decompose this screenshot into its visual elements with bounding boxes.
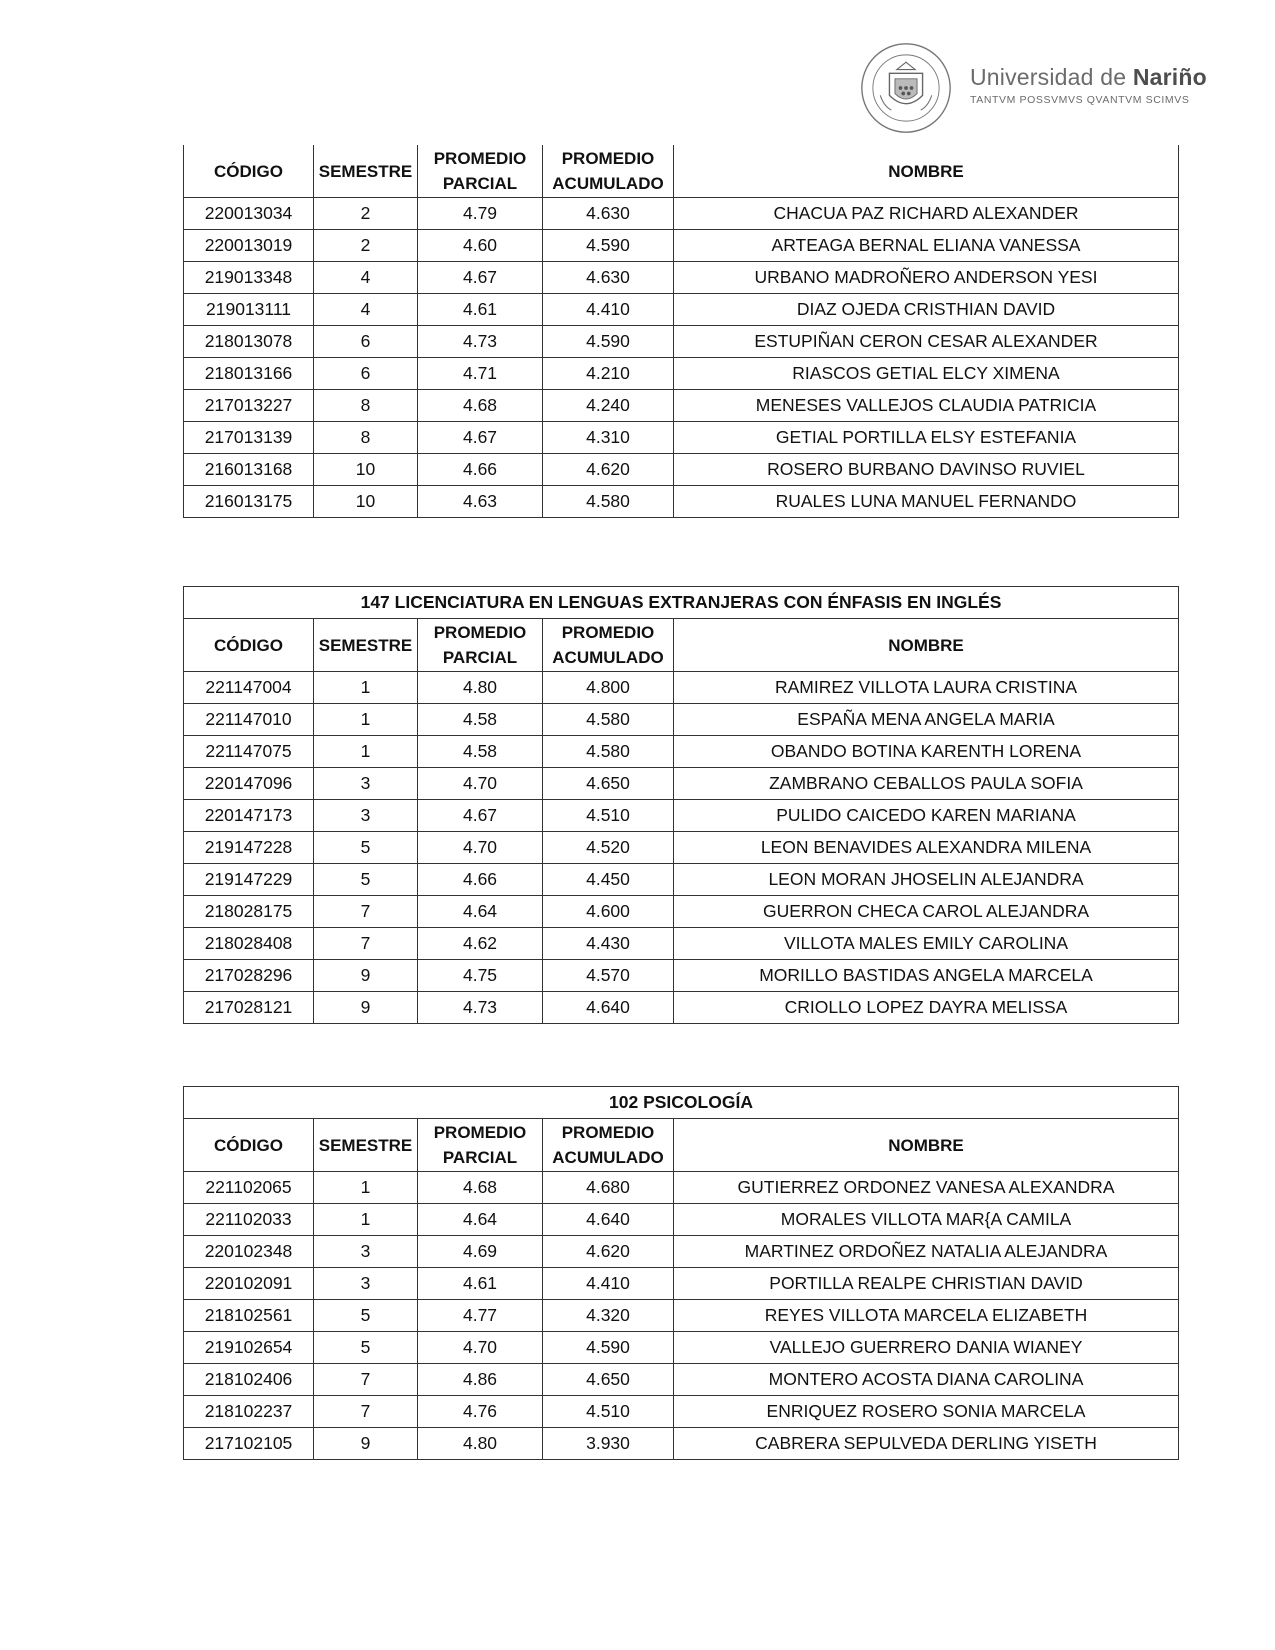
results-table-continued xyxy=(183,145,1179,518)
table-row xyxy=(184,1300,1179,1332)
cell-promedio-acumulado: 4.630 xyxy=(543,262,674,294)
cell-semestre: 4 xyxy=(314,294,418,326)
table-row xyxy=(184,454,1179,486)
cell-codigo: 219147229 xyxy=(184,864,314,896)
cell-promedio-parcial: 4.58 xyxy=(418,704,543,736)
cell-promedio-parcial: 4.86 xyxy=(418,1364,543,1396)
col-header-semestre: SEMESTRE xyxy=(314,1119,418,1172)
results-table-psicologia xyxy=(183,1086,1179,1460)
cell-nombre: MONTERO ACOSTA DIANA CAROLINA xyxy=(674,1364,1179,1396)
col-header-promedio-parcial: PROMEDIO PARCIAL xyxy=(418,1119,543,1172)
cell-promedio-acumulado: 4.640 xyxy=(543,992,674,1024)
cell-nombre: MORALES VILLOTA MAR{A CAMILA xyxy=(674,1204,1179,1236)
cell-nombre: OBANDO BOTINA KARENTH LORENA xyxy=(674,736,1179,768)
cell-codigo: 217013139 xyxy=(184,422,314,454)
table-row xyxy=(184,358,1179,390)
cell-promedio-parcial: 4.67 xyxy=(418,422,543,454)
cell-nombre: URBANO MADROÑERO ANDERSON YESI xyxy=(674,262,1179,294)
cell-promedio-parcial: 4.79 xyxy=(418,198,543,230)
cell-codigo: 217013227 xyxy=(184,390,314,422)
cell-codigo: 218013078 xyxy=(184,326,314,358)
cell-nombre: GUERRON CHECA CAROL ALEJANDRA xyxy=(674,896,1179,928)
cell-semestre: 7 xyxy=(314,928,418,960)
cell-nombre: GUTIERREZ ORDONEZ VANESA ALEXANDRA xyxy=(674,1172,1179,1204)
table-row xyxy=(184,768,1179,800)
table-row xyxy=(184,1396,1179,1428)
results-table-lenguas xyxy=(183,586,1179,1024)
cell-nombre: ESPAÑA MENA ANGELA MARIA xyxy=(674,704,1179,736)
table-row xyxy=(184,230,1179,262)
cell-codigo: 219102654 xyxy=(184,1332,314,1364)
cell-promedio-parcial: 4.58 xyxy=(418,736,543,768)
cell-nombre: PORTILLA REALPE CHRISTIAN DAVID xyxy=(674,1268,1179,1300)
cell-semestre: 3 xyxy=(314,768,418,800)
col-header-promedio-acumulado: PROMEDIO ACUMULADO xyxy=(543,145,674,198)
table-row xyxy=(184,960,1179,992)
table-row xyxy=(184,326,1179,358)
cell-semestre: 5 xyxy=(314,832,418,864)
table-row xyxy=(184,992,1179,1024)
cell-codigo: 217028296 xyxy=(184,960,314,992)
cell-promedio-acumulado: 4.510 xyxy=(543,800,674,832)
col-header-nombre: NOMBRE xyxy=(674,619,1179,672)
cell-promedio-parcial: 4.66 xyxy=(418,454,543,486)
cell-codigo: 218028408 xyxy=(184,928,314,960)
cell-promedio-parcial: 4.62 xyxy=(418,928,543,960)
cell-codigo: 217102105 xyxy=(184,1428,314,1460)
cell-nombre: RAMIREZ VILLOTA LAURA CRISTINA xyxy=(674,672,1179,704)
cell-promedio-acumulado: 4.650 xyxy=(543,768,674,800)
cell-semestre: 3 xyxy=(314,1236,418,1268)
cell-promedio-parcial: 4.68 xyxy=(418,1172,543,1204)
table-title-row xyxy=(184,587,1179,619)
cell-promedio-acumulado: 4.510 xyxy=(543,1396,674,1428)
cell-promedio-acumulado: 4.580 xyxy=(543,486,674,518)
cell-nombre: PULIDO CAICEDO KAREN MARIANA xyxy=(674,800,1179,832)
table-row xyxy=(184,832,1179,864)
cell-semestre: 8 xyxy=(314,390,418,422)
cell-semestre: 6 xyxy=(314,358,418,390)
table-row xyxy=(184,1428,1179,1460)
cell-codigo: 220102348 xyxy=(184,1236,314,1268)
cell-promedio-acumulado: 4.410 xyxy=(543,1268,674,1300)
cell-codigo: 218102561 xyxy=(184,1300,314,1332)
cell-promedio-acumulado: 4.580 xyxy=(543,704,674,736)
cell-promedio-acumulado: 3.930 xyxy=(543,1428,674,1460)
cell-promedio-acumulado: 4.320 xyxy=(543,1300,674,1332)
cell-promedio-acumulado: 4.430 xyxy=(543,928,674,960)
cell-semestre: 2 xyxy=(314,198,418,230)
table-row xyxy=(184,486,1179,518)
cell-codigo: 221147075 xyxy=(184,736,314,768)
table-row xyxy=(184,262,1179,294)
table-row xyxy=(184,1236,1179,1268)
cell-codigo: 216013168 xyxy=(184,454,314,486)
cell-codigo: 218028175 xyxy=(184,896,314,928)
cell-promedio-parcial: 4.75 xyxy=(418,960,543,992)
cell-promedio-acumulado: 4.240 xyxy=(543,390,674,422)
cell-promedio-parcial: 4.73 xyxy=(418,992,543,1024)
cell-promedio-acumulado: 4.590 xyxy=(543,230,674,262)
cell-promedio-parcial: 4.73 xyxy=(418,326,543,358)
col-header-semestre: SEMESTRE xyxy=(314,145,418,198)
col-header-codigo: CÓDIGO xyxy=(184,619,314,672)
cell-promedio-parcial: 4.70 xyxy=(418,768,543,800)
table-row xyxy=(184,896,1179,928)
cell-semestre: 9 xyxy=(314,960,418,992)
cell-codigo: 219013348 xyxy=(184,262,314,294)
cell-nombre: LEON MORAN JHOSELIN ALEJANDRA xyxy=(674,864,1179,896)
cell-promedio-acumulado: 4.630 xyxy=(543,198,674,230)
cell-codigo: 221147010 xyxy=(184,704,314,736)
university-motto: TANTVM POSSVMVS QVANTVM SCIMVS xyxy=(970,94,1190,106)
cell-semestre: 7 xyxy=(314,1364,418,1396)
cell-nombre: VILLOTA MALES EMILY CAROLINA xyxy=(674,928,1179,960)
cell-promedio-parcial: 4.64 xyxy=(418,1204,543,1236)
table-row xyxy=(184,1332,1179,1364)
cell-promedio-parcial: 4.70 xyxy=(418,832,543,864)
cell-nombre: REYES VILLOTA MARCELA ELIZABETH xyxy=(674,1300,1179,1332)
cell-promedio-parcial: 4.77 xyxy=(418,1300,543,1332)
col-header-promedio-acumulado: PROMEDIO ACUMULADO xyxy=(543,1119,674,1172)
table-row xyxy=(184,422,1179,454)
cell-nombre: CABRERA SEPULVEDA DERLING YISETH xyxy=(674,1428,1179,1460)
cell-semestre: 1 xyxy=(314,672,418,704)
cell-semestre: 1 xyxy=(314,1204,418,1236)
table-row xyxy=(184,864,1179,896)
cell-promedio-acumulado: 4.450 xyxy=(543,864,674,896)
cell-promedio-parcial: 4.61 xyxy=(418,1268,543,1300)
col-header-promedio-acumulado: PROMEDIO ACUMULADO xyxy=(543,619,674,672)
cell-semestre: 4 xyxy=(314,262,418,294)
cell-promedio-acumulado: 4.600 xyxy=(543,896,674,928)
cell-semestre: 3 xyxy=(314,1268,418,1300)
cell-nombre: VALLEJO GUERRERO DANIA WIANEY xyxy=(674,1332,1179,1364)
cell-codigo: 216013175 xyxy=(184,486,314,518)
table-row xyxy=(184,1204,1179,1236)
table-row xyxy=(184,294,1179,326)
cell-semestre: 1 xyxy=(314,736,418,768)
cell-nombre: LEON BENAVIDES ALEXANDRA MILENA xyxy=(674,832,1179,864)
cell-promedio-parcial: 4.69 xyxy=(418,1236,543,1268)
cell-nombre: DIAZ OJEDA CRISTHIAN DAVID xyxy=(674,294,1179,326)
cell-promedio-acumulado: 4.680 xyxy=(543,1172,674,1204)
cell-semestre: 7 xyxy=(314,896,418,928)
cell-semestre: 10 xyxy=(314,486,418,518)
table-row xyxy=(184,390,1179,422)
cell-nombre: MORILLO BASTIDAS ANGELA MARCELA xyxy=(674,960,1179,992)
table-row xyxy=(184,704,1179,736)
cell-semestre: 8 xyxy=(314,422,418,454)
cell-codigo: 221102033 xyxy=(184,1204,314,1236)
cell-codigo: 220102091 xyxy=(184,1268,314,1300)
cell-codigo: 218102406 xyxy=(184,1364,314,1396)
cell-promedio-parcial: 4.61 xyxy=(418,294,543,326)
cell-codigo: 219147228 xyxy=(184,832,314,864)
table-title-row xyxy=(184,1087,1179,1119)
university-seal-icon xyxy=(860,42,952,134)
cell-codigo: 219013111 xyxy=(184,294,314,326)
cell-nombre: CRIOLLO LOPEZ DAYRA MELISSA xyxy=(674,992,1179,1024)
col-header-promedio-parcial: PROMEDIO PARCIAL xyxy=(418,619,543,672)
table-row xyxy=(184,928,1179,960)
cell-nombre: RUALES LUNA MANUEL FERNANDO xyxy=(674,486,1179,518)
cell-nombre: CHACUA PAZ RICHARD ALEXANDER xyxy=(674,198,1179,230)
cell-nombre: RIASCOS GETIAL ELCY XIMENA xyxy=(674,358,1179,390)
cell-promedio-parcial: 4.68 xyxy=(418,390,543,422)
table-row xyxy=(184,1364,1179,1396)
cell-codigo: 220147096 xyxy=(184,768,314,800)
table-header-row xyxy=(184,145,1179,198)
cell-nombre: MARTINEZ ORDOÑEZ NATALIA ALEJANDRA xyxy=(674,1236,1179,1268)
cell-promedio-acumulado: 4.520 xyxy=(543,832,674,864)
table-row xyxy=(184,1268,1179,1300)
table-row xyxy=(184,198,1179,230)
cell-nombre: ESTUPIÑAN CERON CESAR ALEXANDER xyxy=(674,326,1179,358)
cell-semestre: 6 xyxy=(314,326,418,358)
cell-codigo: 220013019 xyxy=(184,230,314,262)
cell-promedio-parcial: 4.80 xyxy=(418,1428,543,1460)
cell-promedio-parcial: 4.70 xyxy=(418,1332,543,1364)
cell-nombre: ZAMBRANO CEBALLOS PAULA SOFIA xyxy=(674,768,1179,800)
col-header-nombre: NOMBRE xyxy=(674,145,1179,198)
cell-promedio-parcial: 4.67 xyxy=(418,800,543,832)
page-header xyxy=(860,42,1260,137)
cell-promedio-parcial: 4.76 xyxy=(418,1396,543,1428)
cell-codigo: 220013034 xyxy=(184,198,314,230)
cell-promedio-acumulado: 4.310 xyxy=(543,422,674,454)
cell-promedio-acumulado: 4.570 xyxy=(543,960,674,992)
cell-codigo: 218102237 xyxy=(184,1396,314,1428)
cell-semestre: 2 xyxy=(314,230,418,262)
cell-codigo: 217028121 xyxy=(184,992,314,1024)
cell-promedio-parcial: 4.66 xyxy=(418,864,543,896)
table-header-row xyxy=(184,1119,1179,1172)
cell-nombre: GETIAL PORTILLA ELSY ESTEFANIA xyxy=(674,422,1179,454)
cell-codigo: 221102065 xyxy=(184,1172,314,1204)
cell-codigo: 220147173 xyxy=(184,800,314,832)
program-title: 147 LICENCIATURA EN LENGUAS EXTRANJERAS CON ÉNFASIS EN INGLÉS xyxy=(184,587,1179,619)
cell-codigo: 221147004 xyxy=(184,672,314,704)
cell-semestre: 1 xyxy=(314,704,418,736)
table-row xyxy=(184,672,1179,704)
cell-promedio-acumulado: 4.210 xyxy=(543,358,674,390)
col-header-nombre: NOMBRE xyxy=(674,1119,1179,1172)
cell-promedio-parcial: 4.71 xyxy=(418,358,543,390)
program-title: 102 PSICOLOGÍA xyxy=(184,1087,1179,1119)
cell-promedio-parcial: 4.80 xyxy=(418,672,543,704)
cell-semestre: 9 xyxy=(314,1428,418,1460)
cell-semestre: 9 xyxy=(314,992,418,1024)
col-header-codigo: CÓDIGO xyxy=(184,145,314,198)
table-row xyxy=(184,1172,1179,1204)
cell-nombre: ARTEAGA BERNAL ELIANA VANESSA xyxy=(674,230,1179,262)
cell-semestre: 10 xyxy=(314,454,418,486)
cell-codigo: 218013166 xyxy=(184,358,314,390)
cell-promedio-parcial: 4.64 xyxy=(418,896,543,928)
cell-promedio-acumulado: 4.650 xyxy=(543,1364,674,1396)
cell-promedio-parcial: 4.63 xyxy=(418,486,543,518)
cell-promedio-acumulado: 4.580 xyxy=(543,736,674,768)
cell-promedio-acumulado: 4.590 xyxy=(543,326,674,358)
cell-semestre: 1 xyxy=(314,1172,418,1204)
table-row xyxy=(184,800,1179,832)
table-row xyxy=(184,736,1179,768)
cell-nombre: MENESES VALLEJOS CLAUDIA PATRICIA xyxy=(674,390,1179,422)
cell-promedio-acumulado: 4.620 xyxy=(543,1236,674,1268)
cell-nombre: ROSERO BURBANO DAVINSO RUVIEL xyxy=(674,454,1179,486)
cell-semestre: 7 xyxy=(314,1396,418,1428)
cell-promedio-acumulado: 4.590 xyxy=(543,1332,674,1364)
cell-nombre: ENRIQUEZ ROSERO SONIA MARCELA xyxy=(674,1396,1179,1428)
col-header-codigo: CÓDIGO xyxy=(184,1119,314,1172)
col-header-semestre: SEMESTRE xyxy=(314,619,418,672)
cell-promedio-parcial: 4.67 xyxy=(418,262,543,294)
cell-semestre: 5 xyxy=(314,1300,418,1332)
cell-semestre: 5 xyxy=(314,864,418,896)
cell-promedio-acumulado: 4.620 xyxy=(543,454,674,486)
cell-promedio-acumulado: 4.800 xyxy=(543,672,674,704)
university-name: Universidad de Nariño xyxy=(970,64,1207,90)
university-brand xyxy=(970,64,1207,106)
cell-promedio-acumulado: 4.640 xyxy=(543,1204,674,1236)
cell-semestre: 5 xyxy=(314,1332,418,1364)
table-header-row xyxy=(184,619,1179,672)
cell-semestre: 3 xyxy=(314,800,418,832)
cell-promedio-parcial: 4.60 xyxy=(418,230,543,262)
cell-promedio-acumulado: 4.410 xyxy=(543,294,674,326)
col-header-promedio-parcial: PROMEDIO PARCIAL xyxy=(418,145,543,198)
